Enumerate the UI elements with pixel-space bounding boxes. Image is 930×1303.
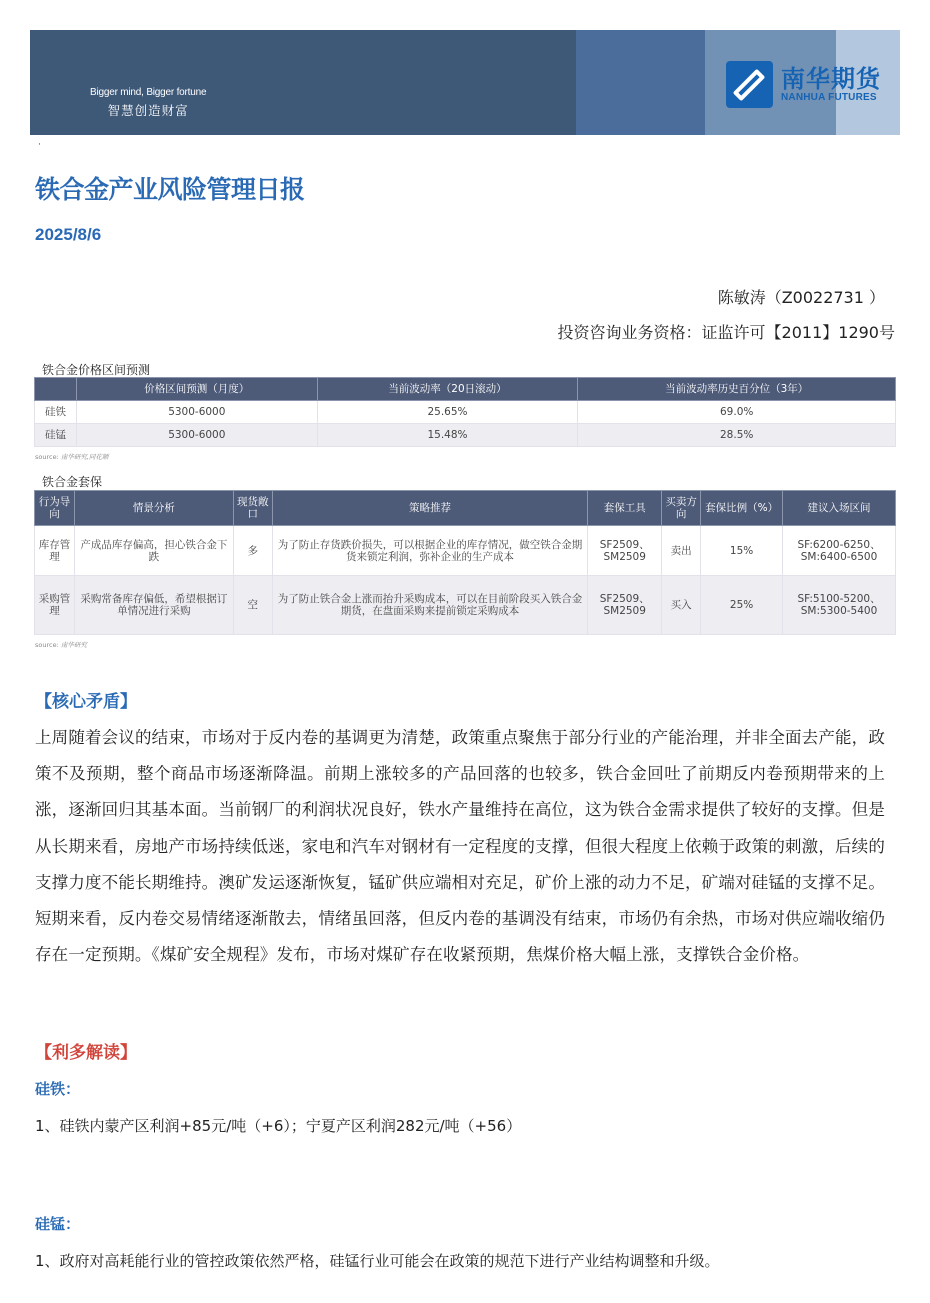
cell: 硅铁: [35, 401, 77, 424]
header-cell: 买卖方向: [662, 491, 701, 526]
cell: 硅锰: [35, 424, 77, 447]
hedge-table: [34, 490, 896, 635]
header-cell: 情景分析: [74, 491, 233, 526]
sife-label: 硅铁：: [35, 1080, 81, 1098]
cell: 5300-6000: [76, 424, 317, 447]
slogan-en: Bigger mind, Bigger fortune: [90, 87, 207, 98]
nanhua-logo-icon: [726, 61, 773, 108]
header-banner: [30, 30, 900, 135]
cell: 采购管理: [35, 576, 75, 635]
header-cell: 价格区间预测（月度）: [76, 378, 317, 401]
header-cell: 当前波动率（20日滚动）: [317, 378, 578, 401]
cell: 28.5%: [578, 424, 896, 447]
table-header-row: [35, 491, 896, 526]
header-cell: 建议入场区间: [783, 491, 896, 526]
author: 陈敏涛（Z0022731 ）: [717, 288, 885, 307]
cell: 69.0%: [578, 401, 896, 424]
cell: 15%: [701, 526, 783, 576]
price-table-source: source: 南华研究,同花顺: [35, 453, 109, 461]
cell: 25.65%: [317, 401, 578, 424]
table-row: [35, 424, 896, 447]
header-cell: 套保工具: [588, 491, 662, 526]
banner-band-mid: [576, 30, 705, 135]
header-cell: 行为导向: [35, 491, 75, 526]
price-range-table: [34, 377, 896, 447]
table-header-row: [35, 378, 896, 401]
hedge-table-caption: 铁合金套保: [42, 475, 103, 489]
cell: 买入: [662, 576, 701, 635]
report-date: 2025/8/6: [35, 225, 102, 244]
header-cell: 套保比例（%）: [701, 491, 783, 526]
simn-item: 1、政府对高耗能行业的管控政策依然严格，硅锰行业可能会在政策的规范下进行产业结构调整和升级。: [35, 1252, 720, 1270]
cell: SF:5100-5200、SM:5300-5400: [783, 576, 896, 635]
header-cell: 当前波动率历史百分位（3年）: [578, 378, 896, 401]
cell: 卖出: [662, 526, 701, 576]
nanhua-logo: [726, 61, 881, 108]
core-contradiction-text: 上周随着会议的结束，市场对于反内卷的基调更为清楚，政策重点聚焦于部分行业的产能治理，并非全面去产能，政策不及预期，整个商品市场逐渐降温。前期上涨较多的产品回落的也较多，铁合金回吐了前期反内卷预期带来的上涨，逐渐回归其基本面。当前钢厂的利润状况良好，铁水产量维持在高位，这为铁合金需求提供了较好的支撑。但是从长期来看，房地产市场持续低迷，家电和汽车对钢材有一定程度的支撑，但很大程度上依赖于政策的刺激，后续的支撑力度不能长期维持。澳矿发运逐渐恢复，锰矿供应端相对充足，矿价上涨的动力不足，矿端对硅锰的支撑不足。短期来看，反内卷交易情绪逐渐散去，情绪虽回落，但反内卷的基调没有结束，市场仍有余热，市场对供应端收缩仍存在一定预期。《煤矿安全规程》发布，市场对煤矿存在收紧预期，焦煤价格大幅上涨，支撑铁合金价格。: [35, 728, 885, 965]
cell: 25%: [701, 576, 783, 635]
table-row: [35, 576, 896, 635]
cell: 库存管理: [35, 526, 75, 576]
cell: 产成品库存偏高，担心铁合金下跌: [74, 526, 233, 576]
logo-cn: 南华期货: [781, 65, 881, 93]
cell: 15.48%: [317, 424, 578, 447]
cell: SF:6200-6250、SM:6400-6500: [783, 526, 896, 576]
slogan-cn: 智慧创造财富: [107, 103, 189, 118]
simn-label: 硅锰：: [35, 1215, 81, 1233]
cell: 多: [233, 526, 272, 576]
header-cell: [35, 378, 77, 401]
slogan: [90, 87, 206, 119]
cell: 5300-6000: [76, 401, 317, 424]
cell: SF2509、SM2509: [588, 576, 662, 635]
logo-en: NANHUA FUTURES: [781, 92, 877, 103]
table-row: [35, 526, 896, 576]
cell: SF2509、SM2509: [588, 526, 662, 576]
marker-dot: ·: [38, 140, 41, 150]
header-cell: 策略推荐: [272, 491, 588, 526]
bullish-heading: 【利多解读】: [35, 1043, 137, 1063]
license: 投资咨询业务资格：证监许可【2011】1290号: [557, 323, 895, 342]
sife-item: 1、硅铁内蒙产区利润+85元/吨（+6）；宁夏产区利润282元/吨（+56）: [35, 1117, 522, 1135]
banner-band-dark: [30, 30, 576, 135]
cell: 采购常备库存偏低，希望根据订单情况进行采购: [74, 576, 233, 635]
header-cell: 现货敞口: [233, 491, 272, 526]
cell: 空: [233, 576, 272, 635]
table-row: [35, 401, 896, 424]
report-title: 铁合金产业风险管理日报: [35, 175, 305, 204]
hedge-table-source: source: 南华研究: [35, 641, 87, 649]
core-contradiction-heading: 【核心矛盾】: [35, 692, 137, 712]
price-table-caption: 铁合金价格区间预测: [42, 363, 151, 377]
cell: 为了防止铁合金上涨而抬升采购成本，可以在目前阶段买入铁合金期货，在盘面采购来提前锁定采购成本: [272, 576, 588, 635]
cell: 为了防止存货跌价损失，可以根据企业的库存情况，做空铁合金期货来锁定利润，弥补企业的生产成本: [272, 526, 588, 576]
